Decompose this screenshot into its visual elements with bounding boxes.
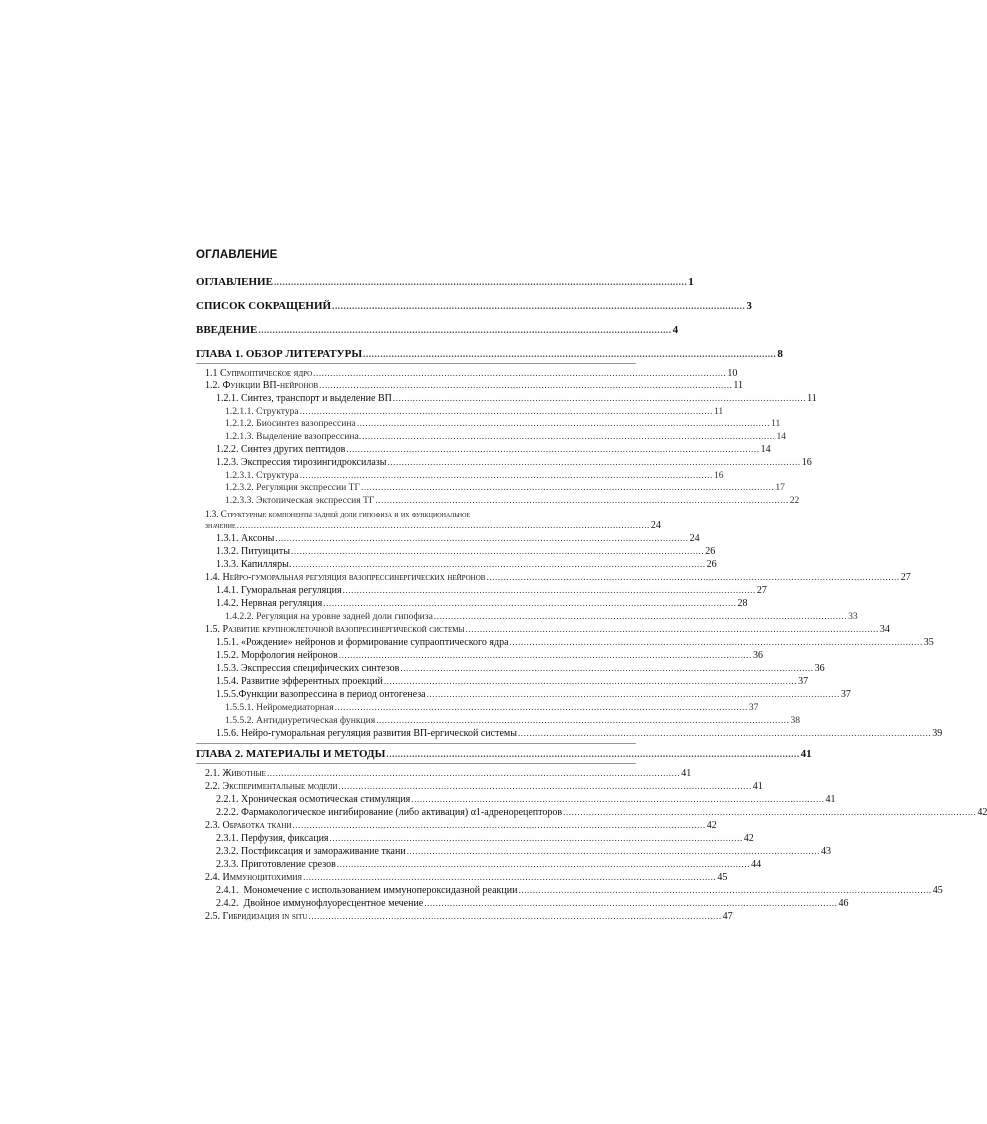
toc-entry-title: ГЛАВА 1. ОБЗОР ЛИТЕРАТУРЫ bbox=[196, 348, 363, 360]
toc-entry bbox=[216, 457, 812, 468]
toc-entry bbox=[216, 393, 817, 404]
toc-entry-title: 1.5. Развитие крупноклеточной вазопресинергической системы bbox=[205, 624, 465, 635]
toc-dot-leader: ................................................................................................................................................. bbox=[387, 457, 801, 467]
toc-entry bbox=[216, 898, 849, 909]
toc-dot-leader: ................................................................................................................................................. bbox=[292, 820, 706, 830]
toc-dot-leader: ................................................................................................................................................. bbox=[362, 431, 776, 441]
toc-entry-page: 41 bbox=[800, 748, 812, 760]
toc-dot-leader: ................................................................................................................................................. bbox=[486, 572, 900, 582]
toc-entry-page: 11 bbox=[713, 406, 724, 417]
toc-dot-leader: ................................................................................................................................................. bbox=[433, 611, 848, 621]
toc-dot-leader: ................................................................................................................................................. bbox=[323, 598, 737, 608]
toc-entry bbox=[216, 885, 943, 896]
toc-entry-title: 1.1 Супраоптическое ядро bbox=[205, 368, 313, 379]
toc-entry-title: 1.3. Структурные компоненты задней доли гипофиза и их функциональное bbox=[205, 509, 471, 519]
toc-entry bbox=[196, 300, 752, 312]
toc-entry-title: ОГЛАВЛЕНИЕ bbox=[196, 276, 273, 288]
toc-dot-leader: ................................................................................................................................................. bbox=[376, 715, 790, 725]
toc-entry bbox=[216, 846, 831, 857]
toc-entry-title: 1.2.3. Экспрессия тирозингидроксилазы bbox=[216, 457, 387, 468]
toc-dot-leader: ................................................................................................................................................. bbox=[363, 349, 777, 359]
toc-dot-leader: ................................................................................................................................................. bbox=[361, 482, 775, 492]
toc-entry-title: 2.4. Иммуноцитохимия bbox=[205, 872, 303, 883]
toc-entry bbox=[196, 276, 694, 288]
toc-entry-page: 35 bbox=[923, 637, 934, 648]
toc-entry bbox=[205, 768, 692, 779]
toc-entry-page: 11 bbox=[733, 380, 744, 391]
toc-dot-leader: ................................................................................................................................................. bbox=[273, 277, 688, 287]
toc-dot-leader: ................................................................................................................................................. bbox=[290, 546, 705, 556]
toc-entry-title: 1.4. Нейро-гуморальная регуляция вазопрессинергических нейронов bbox=[205, 572, 486, 583]
toc-entry bbox=[205, 624, 890, 635]
toc-entry bbox=[225, 406, 724, 417]
toc-entry-title: 1.5.5.1. Нейромедиаторная bbox=[225, 702, 334, 713]
toc-entry-title: значение bbox=[205, 520, 236, 530]
toc-dot-leader: ................................................................................................................................................. bbox=[424, 898, 838, 908]
toc-entry-title: ВВЕДЕНИЕ bbox=[196, 324, 258, 336]
toc-chapter bbox=[196, 748, 812, 760]
toc-entry bbox=[205, 520, 661, 531]
toc-entry-title: 2.4.1. Мономечение с использованием иммунопероксидазной реакции bbox=[216, 885, 518, 896]
toc-entry-title: 2.2.1. Хроническая осмотическая стимуляция bbox=[216, 794, 411, 805]
toc-entry-title: 2.2. Экспериментальные модели bbox=[205, 781, 338, 792]
toc-entry-page: 8 bbox=[777, 348, 783, 360]
toc-entry-title: 1.4.1. Гуморальная регуляция bbox=[216, 585, 342, 596]
toc-entry bbox=[225, 418, 781, 429]
toc-entry-page: 26 bbox=[705, 546, 716, 557]
toc-dot-leader: ................................................................................................................................................. bbox=[299, 406, 713, 416]
toc-entry-page: 42 bbox=[977, 807, 987, 818]
toc-entry bbox=[225, 470, 724, 481]
toc-entry-page: 42 bbox=[743, 833, 754, 844]
toc-dot-leader: ................................................................................................................................................. bbox=[303, 872, 717, 882]
toc-entry-title: 1.2.1.1. Структура bbox=[225, 406, 299, 417]
toc-dot-leader: ................................................................................................................................................. bbox=[299, 470, 713, 480]
toc-dot-leader: ................................................................................................................................................. bbox=[334, 702, 748, 712]
toc-entry bbox=[216, 859, 762, 870]
toc-entry bbox=[225, 431, 787, 442]
toc-entry-title: ГЛАВА 2. МАТЕРИАЛЫ И МЕТОДЫ bbox=[196, 748, 386, 760]
toc-dot-leader: ................................................................................................................................................. bbox=[386, 749, 800, 759]
toc-entry-page: 27 bbox=[900, 572, 911, 583]
chapter-divider bbox=[196, 763, 636, 764]
toc-entry bbox=[205, 380, 744, 391]
toc-entry-page: 17 bbox=[775, 482, 785, 493]
toc-entry-page: 41 bbox=[825, 794, 836, 805]
toc-entry-title: 1.2.2. Синтез других пептидов bbox=[216, 444, 346, 455]
toc-entry-title: 1.4.2.2. Регуляция на уровне задней доли гипофиза bbox=[225, 611, 433, 622]
toc-entry-title: 1.2.3.3. Эктопическая экспрессия ТГ bbox=[225, 495, 375, 506]
toc-dot-leader: ................................................................................................................................................. bbox=[292, 559, 706, 569]
toc-dot-leader: ................................................................................................................................................. bbox=[517, 728, 932, 738]
toc-entry bbox=[225, 611, 858, 622]
toc-dot-leader: ................................................................................................................................................. bbox=[338, 650, 752, 660]
toc-entry-title: 1.5.2. Морфология нейронов bbox=[216, 650, 338, 661]
toc-entry bbox=[216, 663, 825, 674]
toc-entry-page: 37 bbox=[748, 702, 759, 713]
toc-entry bbox=[216, 650, 763, 661]
toc-entry-page: 39 bbox=[932, 728, 943, 739]
toc-dot-leader: ................................................................................................................................................. bbox=[258, 325, 672, 335]
toc-entry bbox=[216, 794, 836, 805]
toc-entry-title: 1.5.5.Функции вазопрессина в период онтогенеза bbox=[216, 689, 426, 700]
toc-entry-title: 1.5.6. Нейро-гуморальная регуляция развития ВП-ергической системы bbox=[216, 728, 517, 739]
toc-dot-leader: ................................................................................................................................................. bbox=[236, 520, 650, 530]
toc-entry bbox=[216, 533, 700, 544]
toc-entry-page: 1 bbox=[688, 276, 694, 288]
toc-dot-leader: ................................................................................................................................................. bbox=[563, 807, 977, 817]
toc-entry-title: 2.3.2. Постфиксация и замораживание ткани bbox=[216, 846, 406, 857]
toc-entry bbox=[216, 689, 851, 700]
toc-dot-leader: ................................................................................................................................................. bbox=[518, 885, 932, 895]
toc-entry bbox=[225, 495, 800, 506]
toc-entry bbox=[216, 637, 934, 648]
toc-dot-leader: ................................................................................................................................................. bbox=[465, 624, 879, 634]
toc-entry-page: 42 bbox=[706, 820, 717, 831]
toc-entry-page: 28 bbox=[737, 598, 748, 609]
toc-entry-title: 2.3.1. Перфузия, фиксация bbox=[216, 833, 329, 844]
toc-entry-title: 2.2.2. Фармакологическое ингибирование (либо активация) α1-адренорецепторов bbox=[216, 807, 563, 818]
toc-dot-leader: ................................................................................................................................................. bbox=[332, 301, 746, 311]
toc-entry bbox=[225, 482, 785, 493]
toc-dot-leader: ................................................................................................................................................. bbox=[411, 794, 825, 804]
toc-dot-leader: ................................................................................................................................................. bbox=[383, 676, 798, 686]
toc-dot-leader: ................................................................................................................................................. bbox=[426, 689, 840, 699]
toc-entry-title: СПИСОК СОКРАЩЕНИЙ bbox=[196, 300, 332, 312]
toc-entry-title: 2.3. Обработка ткани bbox=[205, 820, 292, 831]
toc-entry bbox=[216, 598, 748, 609]
toc-entry-title: 1.5.1. «Рождение» нейронов и формирование супраоптического ядра bbox=[216, 637, 509, 648]
toc-dot-leader: ................................................................................................................................................. bbox=[308, 911, 722, 921]
toc-entry-page: 34 bbox=[879, 624, 890, 635]
toc-dot-leader: ................................................................................................................................................. bbox=[329, 833, 743, 843]
toc-entry-page: 22 bbox=[789, 495, 800, 506]
toc-entry-page: 41 bbox=[681, 768, 692, 779]
toc-entry-title: 1.2.3.1. Структура bbox=[225, 470, 299, 481]
toc-entry-page: 11 bbox=[807, 393, 817, 404]
toc-dot-leader: ................................................................................................................................................. bbox=[356, 418, 771, 428]
toc-entry bbox=[216, 585, 767, 596]
toc-entry bbox=[216, 807, 987, 818]
toc-dot-leader: ................................................................................................................................................. bbox=[392, 393, 807, 403]
toc-entry-page: 41 bbox=[752, 781, 763, 792]
toc-entry bbox=[216, 676, 809, 687]
toc-chapter bbox=[196, 348, 783, 360]
toc-entry-title: 1.2.1.2. Биосинтез вазопрессина bbox=[225, 418, 356, 429]
toc-entry-page: 16 bbox=[713, 470, 724, 481]
toc-entry bbox=[216, 546, 716, 557]
toc-entry-page: 14 bbox=[776, 431, 787, 442]
toc-dot-leader: ................................................................................................................................................. bbox=[509, 637, 923, 647]
toc-entry-title: 1.2.3.2. Регуляция экспрессии ТГ bbox=[225, 482, 361, 493]
toc-entry-page: 24 bbox=[689, 533, 700, 544]
toc-entry-title: 1.2.1.3. Выделение вазопрессина. bbox=[225, 431, 362, 442]
toc-dot-leader: ................................................................................................................................................. bbox=[342, 585, 756, 595]
toc-entry-page: 36 bbox=[814, 663, 825, 674]
toc-dot-leader: ................................................................................................................................................. bbox=[338, 781, 752, 791]
toc-entry-title: 1.4.2. Нервная регуляция bbox=[216, 598, 323, 609]
toc-entry-page: 27 bbox=[756, 585, 767, 596]
toc-dot-leader: ................................................................................................................................................. bbox=[336, 859, 751, 869]
toc-entry bbox=[205, 872, 728, 883]
toc-entry bbox=[216, 559, 717, 570]
toc-entry-title: 2.1. Животные bbox=[205, 768, 266, 779]
toc-entry bbox=[225, 715, 801, 726]
toc-entry-page: 47 bbox=[722, 911, 733, 922]
toc-entry-page: 26 bbox=[706, 559, 717, 570]
toc-entry bbox=[205, 572, 911, 583]
toc-entry-page: 14 bbox=[760, 444, 771, 455]
page-heading: ОГЛАВЛЕНИЕ bbox=[196, 249, 278, 261]
toc-entry-title: 1.3.3. Капилляры. bbox=[216, 559, 292, 570]
chapter-divider bbox=[196, 363, 636, 364]
toc-entry-page: 10 bbox=[727, 368, 738, 379]
toc-entry-page: 37 bbox=[798, 676, 809, 687]
toc-dot-leader: ................................................................................................................................................. bbox=[406, 846, 820, 856]
toc-entry-title: 1.5.5.2. Антидиуретическая функция bbox=[225, 715, 376, 726]
toc-entry bbox=[205, 911, 733, 922]
toc-entry bbox=[225, 702, 759, 713]
toc-entry bbox=[216, 728, 943, 739]
toc-entry bbox=[196, 324, 679, 336]
toc-entry-page: 11 bbox=[771, 418, 781, 429]
toc-entry bbox=[205, 368, 738, 379]
toc-entry-page: 33 bbox=[848, 611, 858, 622]
toc-entry-page: 46 bbox=[838, 898, 849, 909]
toc-entry-page: 37 bbox=[840, 689, 851, 700]
toc-dot-leader: ................................................................................................................................................. bbox=[346, 444, 760, 454]
toc-entry-page: 3 bbox=[746, 300, 752, 312]
toc-entry bbox=[205, 781, 763, 792]
toc-entry-title: 2.5. Гибридизация in situ bbox=[205, 911, 308, 922]
toc-entry bbox=[216, 444, 771, 455]
toc-entry-page: 16 bbox=[801, 457, 812, 468]
toc-entry-title: 1.3.2. Питуициты bbox=[216, 546, 290, 557]
toc-entry-page: 43 bbox=[820, 846, 831, 857]
toc-entry-title: 1.5.3. Экспрессия специфических синтезов bbox=[216, 663, 400, 674]
toc-entry-page: 38 bbox=[790, 715, 801, 726]
toc-entry-title: 2.4.2. Двойное иммунофлуоресцентное мечение bbox=[216, 898, 424, 909]
toc-dot-leader: ................................................................................................................................................. bbox=[275, 533, 689, 543]
toc-entry bbox=[216, 833, 754, 844]
toc-dot-leader: ................................................................................................................................................. bbox=[375, 495, 789, 505]
toc-entry-page: 45 bbox=[717, 872, 728, 883]
toc-entry-page: 36 bbox=[753, 650, 763, 661]
toc-entry-title: 1.5.4. Развитие эфферентных проекций bbox=[216, 676, 383, 687]
toc-dot-leader: ................................................................................................................................................. bbox=[319, 380, 733, 390]
toc-dot-leader: ................................................................................................................................................. bbox=[313, 368, 727, 378]
toc-dot-leader: ................................................................................................................................................. bbox=[266, 768, 681, 778]
toc-entry-page: 4 bbox=[672, 324, 679, 336]
toc-entry-title: 1.3.1. Аксоны bbox=[216, 533, 275, 544]
toc-entry-title: 2.3.3. Приготовление срезов bbox=[216, 859, 336, 870]
toc-entry-title: 1.2.1. Синтез, транспорт и выделение ВП bbox=[216, 393, 392, 404]
toc-entry-page: 45 bbox=[932, 885, 943, 896]
toc-entry-title: 1.2. Функции ВП-нейронов bbox=[205, 380, 319, 391]
toc-entry-page: 24 bbox=[650, 520, 661, 531]
toc-entry bbox=[205, 820, 717, 831]
chapter-divider bbox=[196, 743, 636, 744]
toc-dot-leader: ................................................................................................................................................. bbox=[400, 663, 814, 673]
toc-entry-page: 44 bbox=[751, 859, 762, 870]
